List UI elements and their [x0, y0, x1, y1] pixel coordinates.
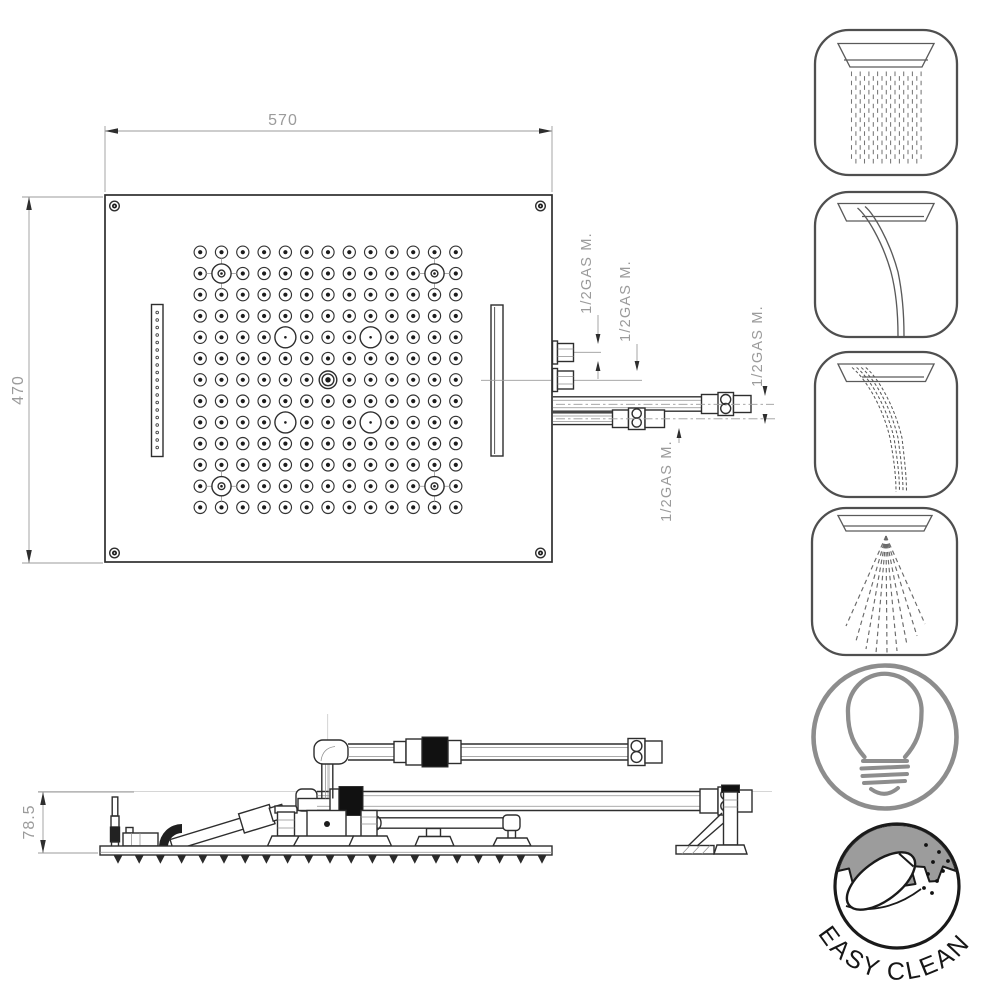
port-label-1: [579, 232, 600, 379]
round-nozzle: [275, 412, 296, 433]
mount-block: [123, 828, 158, 847]
round-nozzle: [360, 412, 381, 433]
easy-clean-label: EASY CLEAN: [812, 920, 977, 986]
cascade-streams-icon: [815, 352, 957, 497]
svg-text:1/2GAS M.: 1/2GAS M.: [618, 260, 634, 342]
dim-height-label: 470: [10, 375, 27, 405]
fixing-pin: [110, 797, 119, 847]
svg-text:1/2GAS M.: 1/2GAS M.: [579, 232, 595, 314]
bulb-icon: [848, 674, 922, 794]
dim-side-height: [21, 792, 134, 853]
dim-height: [10, 197, 103, 563]
icon-panel: [812, 30, 976, 986]
inlet-stub-2: [553, 369, 574, 392]
light-function-icon: [814, 666, 957, 809]
round-nozzle: [275, 327, 296, 348]
plate-teeth: [114, 856, 547, 864]
easy-clean-badge: [813, 824, 976, 986]
side-view: [21, 714, 772, 864]
riser-and-top-hose: [314, 737, 662, 799]
top-view: [10, 112, 552, 563]
inlet-stub-1: [553, 341, 574, 364]
port-label-3: [750, 305, 767, 424]
dim-width: [105, 112, 552, 192]
shower-plate-side: [100, 846, 552, 855]
svg-text:1/2GAS M.: 1/2GAS M.: [659, 440, 675, 522]
center-nozzle: [319, 371, 337, 389]
rain-drops: [852, 72, 922, 164]
mist-spray-icon: [812, 508, 957, 655]
dim-width-label: 570: [268, 112, 298, 129]
waterfall-flow-icon: [815, 192, 957, 337]
svg-text:1/2GAS M.: 1/2GAS M.: [750, 305, 766, 387]
support-foot-c: [415, 829, 454, 847]
port-label-2: [618, 260, 639, 371]
dim-side-label: 78.5: [21, 804, 38, 840]
port-label-4: [659, 428, 681, 522]
round-nozzle: [360, 327, 381, 348]
rain-flow-icon: [815, 30, 957, 175]
